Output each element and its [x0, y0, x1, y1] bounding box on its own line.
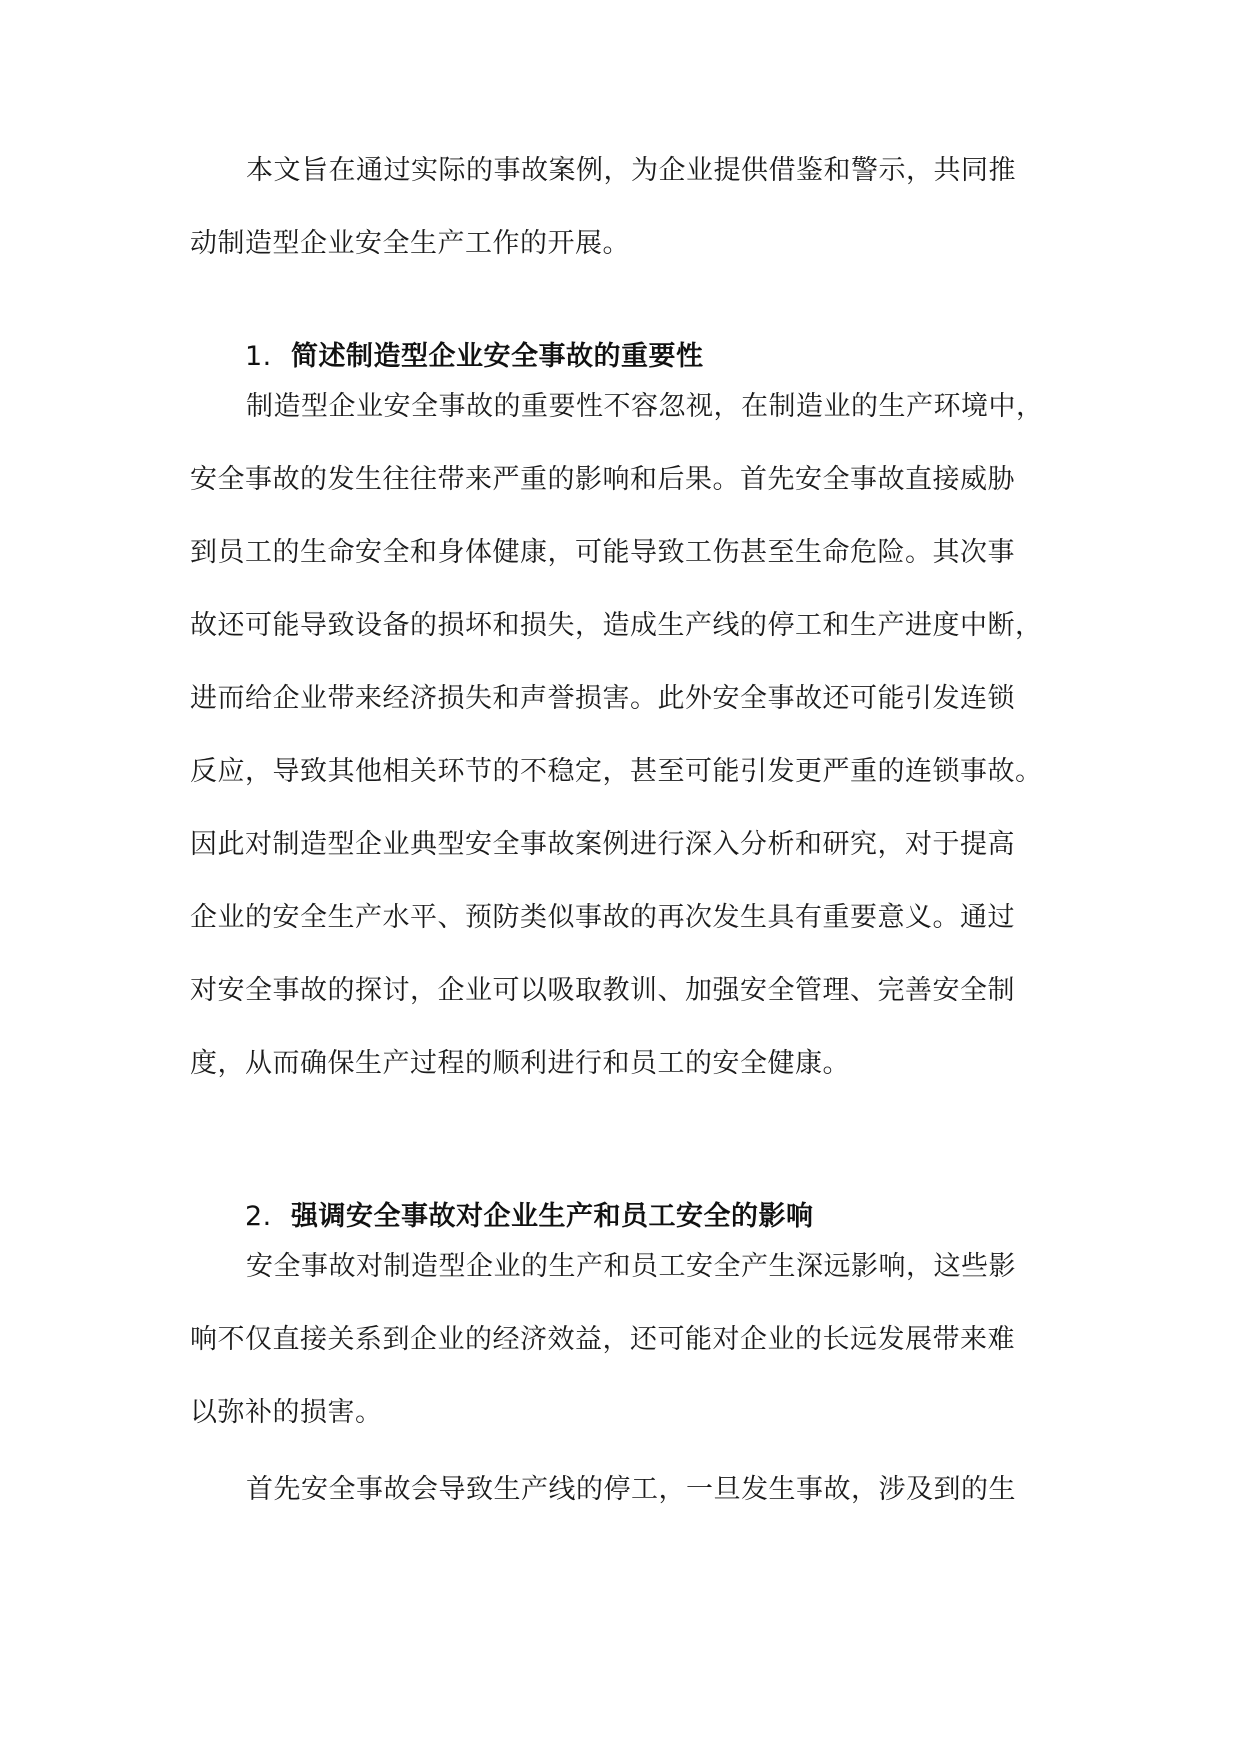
paragraph-line: 本文旨在通过实际的事故案例，为企业提供借鉴和警示，共同推 — [246, 155, 1016, 186]
paragraph-line: 进而给企业带来经济损失和声誉损害。此外安全事故还可能引发连锁 — [190, 683, 1015, 714]
section1-paragraph — [190, 370, 1060, 1100]
intro-paragraph — [190, 134, 1060, 280]
paragraph-line: 到员工的生命安全和身体健康，可能导致工伤甚至生命危险。其次事 — [190, 537, 1015, 568]
paragraph-line: 以弥补的损害。 — [190, 1397, 383, 1428]
section-heading-1 — [245, 334, 704, 373]
paragraph-line: 安全事故对制造型企业的生产和员工安全产生深远影响，这些影 — [246, 1251, 1016, 1282]
section2-paragraph-2 — [190, 1453, 1060, 1526]
paragraph-line: 反应，导致其他相关环节的不稳定，甚至可能引发更严重的连锁事故。 — [190, 756, 1043, 787]
section-heading-2 — [245, 1194, 814, 1233]
paragraph-line: 故还可能导致设备的损坏和损失，造成生产线的停工和生产进度中断， — [190, 610, 1043, 641]
paragraph-line: 安全事故的发生往往带来严重的影响和后果。首先安全事故直接威胁 — [190, 464, 1015, 495]
heading-title: 强调安全事故对企业生产和员工安全的影响 — [291, 1201, 814, 1232]
section2-paragraph-1 — [190, 1230, 1060, 1449]
paragraph-line: 动制造型企业安全生产工作的开展。 — [190, 228, 630, 259]
heading-number: 2. — [245, 1201, 272, 1232]
heading-title: 简述制造型企业安全事故的重要性 — [291, 341, 704, 372]
paragraph-line: 首先安全事故会导致生产线的停工，一旦发生事故，涉及到的生 — [246, 1474, 1016, 1505]
paragraph-line: 对安全事故的探讨，企业可以吸取教训、加强安全管理、完善安全制 — [190, 975, 1015, 1006]
paragraph-line: 制造型企业安全事故的重要性不容忽视，在制造业的生产环境中， — [246, 391, 1044, 422]
paragraph-line: 企业的安全生产水平、预防类似事故的再次发生具有重要意义。通过 — [190, 902, 1015, 933]
paragraph-line: 度，从而确保生产过程的顺利进行和员工的安全健康。 — [190, 1048, 850, 1079]
heading-number: 1. — [245, 341, 272, 372]
paragraph-line: 响不仅直接关系到企业的经济效益，还可能对企业的长远发展带来难 — [190, 1324, 1015, 1355]
paragraph-line: 因此对制造型企业典型安全事故案例进行深入分析和研究，对于提高 — [190, 829, 1015, 860]
